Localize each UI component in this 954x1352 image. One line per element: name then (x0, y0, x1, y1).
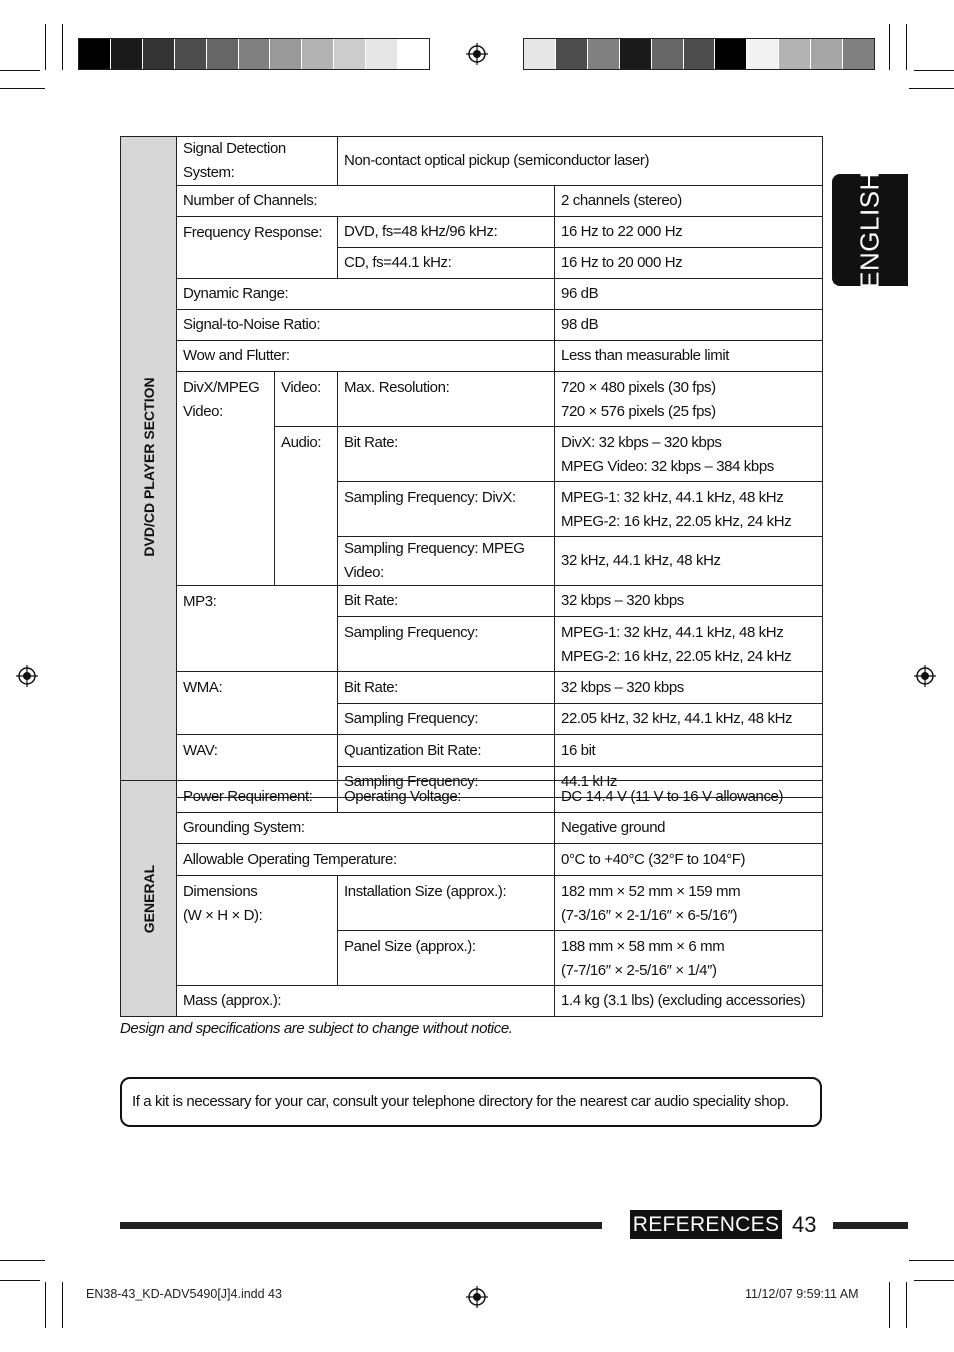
spec-value: 2 channels (stereo) (555, 186, 823, 217)
crop-mark (0, 88, 45, 89)
color-swatch (779, 39, 811, 69)
spec-value (555, 372, 823, 427)
spec-value: Less than measurable limit (555, 341, 823, 372)
spec-label: WAV: (177, 735, 338, 798)
color-swatch (398, 39, 429, 69)
color-calibration-bar-left (78, 38, 430, 70)
crop-mark (0, 70, 40, 71)
spec-value (555, 931, 823, 986)
color-swatch (620, 39, 652, 69)
color-swatch (239, 39, 271, 69)
spec-value: 0°C to +40°C (32°F to 104°F) (555, 844, 823, 876)
spec-label: Wow and Flutter: (177, 341, 555, 372)
page-number: 43 (792, 1212, 817, 1237)
spec-sublabel: Bit Rate: (338, 427, 555, 482)
spec-sublabel: Video: (275, 372, 338, 427)
color-swatch (270, 39, 302, 69)
print-timestamp: 11/12/07 9:59:11 AM (745, 1287, 859, 1301)
crop-mark (45, 1282, 46, 1328)
spec-value-line: DivX: 32 kbps – 320 kbps (561, 434, 722, 451)
spec-value-line: (7-3/16″ × 2-1/16″ × 6-5/16″) (561, 907, 738, 924)
spec-value (555, 876, 823, 931)
crop-mark (914, 70, 954, 71)
dvd-cd-spec-table (120, 136, 823, 798)
section-label: REFERENCES (630, 1210, 782, 1239)
color-swatch (175, 39, 207, 69)
crop-mark (45, 24, 46, 70)
spec-sublabel: Operating Voltage: (338, 781, 555, 813)
color-swatch (588, 39, 620, 69)
spec-value (555, 427, 823, 482)
color-swatch (334, 39, 366, 69)
general-spec-table (120, 780, 823, 1017)
spec-label-line: Video: (183, 403, 223, 420)
color-swatch (715, 39, 747, 69)
spec-value-line: 720 × 480 pixels (30 fps) (561, 379, 716, 396)
spec-sublabel: Panel Size (approx.): (338, 931, 555, 986)
color-swatch (524, 39, 556, 69)
crop-mark (906, 1282, 907, 1328)
installation-notice-text: If a kit is necessary for your car, consult your telephone directory for the nearest car audio speciality shop. (132, 1093, 789, 1110)
spec-value-line: (7-7/16″ × 2-5/16″ × 1/4″) (561, 962, 717, 979)
spec-value: 16 bit (555, 735, 823, 767)
spec-sublabel: Sampling Frequency: (338, 767, 555, 798)
crop-mark (914, 1280, 954, 1281)
color-swatch (843, 39, 874, 69)
crop-mark (909, 88, 954, 89)
spec-value: Negative ground (555, 813, 823, 844)
disclaimer-note: Design and specifications are subject to change without notice. (120, 1020, 513, 1037)
color-swatch (79, 39, 111, 69)
spec-label: WMA: (177, 672, 338, 735)
spec-value: 96 dB (555, 279, 823, 310)
spec-sublabel: Sampling Frequency: MPEG Video: (338, 537, 555, 586)
color-swatch (556, 39, 588, 69)
registration-mark-icon (16, 665, 38, 687)
spec-value: 32 kbps – 320 kbps (555, 586, 823, 617)
spec-sublabel: DVD, fs=48 kHz/96 kHz: (338, 217, 555, 248)
spec-label: Dynamic Range: (177, 279, 555, 310)
spec-value-line: MPEG-1: 32 kHz, 44.1 kHz, 48 kHz (561, 624, 784, 641)
spec-sublabel: Audio: (275, 427, 338, 586)
installation-notice-box (120, 1077, 822, 1127)
crop-mark (909, 1260, 954, 1261)
color-swatch (366, 39, 398, 69)
color-swatch (207, 39, 239, 69)
spec-sublabel: Max. Resolution: (338, 372, 555, 427)
spec-label: Number of Channels: (177, 186, 555, 217)
file-info: EN38-43_KD-ADV5490[J]4.indd 43 (86, 1287, 282, 1301)
spec-label: MP3: (177, 586, 338, 672)
spec-sublabel: Sampling Frequency: (338, 617, 555, 672)
section-rule-right (833, 1222, 908, 1229)
spec-value-line: MPEG-2: 16 kHz, 22.05 kHz, 24 kHz (561, 513, 792, 530)
spec-value: 32 kbps – 320 kbps (555, 672, 823, 704)
spec-value: 22.05 kHz, 32 kHz, 44.1 kHz, 48 kHz (555, 704, 823, 735)
spec-sublabel: Sampling Frequency: (338, 704, 555, 735)
color-swatch (143, 39, 175, 69)
spec-value: 16 Hz to 20 000 Hz (555, 248, 823, 279)
crop-mark (906, 24, 907, 70)
registration-mark-icon (914, 665, 936, 687)
spec-value-line: 188 mm × 58 mm × 6 mm (561, 938, 725, 955)
language-tab (832, 171, 908, 289)
spec-label-line: DivX/MPEG (183, 379, 260, 396)
crop-mark (0, 1260, 45, 1261)
color-swatch (652, 39, 684, 69)
spec-value: 32 kHz, 44.1 kHz, 48 kHz (555, 537, 823, 586)
crop-mark (0, 1280, 40, 1281)
spec-value: 16 Hz to 22 000 Hz (555, 217, 823, 248)
spec-value: 1.4 kg (3.1 lbs) (excluding accessories) (555, 986, 823, 1017)
crop-mark (62, 24, 63, 70)
spec-value: DC 14.4 V (11 V to 16 V allowance) (555, 781, 823, 813)
spec-sublabel: Installation Size (approx.): (338, 876, 555, 931)
color-swatch (302, 39, 334, 69)
color-swatch (684, 39, 716, 69)
section-rule-left (120, 1222, 602, 1229)
spec-label: Frequency Response: (177, 217, 338, 279)
spec-label: Signal Detection System: (177, 137, 338, 186)
color-swatch (747, 39, 779, 69)
spec-label: Allowable Operating Temperature: (177, 844, 555, 876)
spec-label-line: Dimensions (183, 883, 258, 900)
spec-label: Mass (approx.): (177, 986, 555, 1017)
spec-label-line: (W × H × D): (183, 907, 263, 924)
section-heading: DVD/CD PLAYER SECTION (121, 137, 177, 798)
spec-label: Signal-to-Noise Ratio: (177, 310, 555, 341)
color-swatch (811, 39, 843, 69)
registration-mark-icon (466, 43, 488, 65)
spec-sublabel: Sampling Frequency: DivX: (338, 482, 555, 537)
spec-value: 44.1 kHz (555, 767, 823, 798)
crop-mark (889, 1282, 890, 1328)
spec-sublabel: Quantization Bit Rate: (338, 735, 555, 767)
spec-sublabel: Bit Rate: (338, 586, 555, 617)
section-heading: GENERAL (121, 781, 177, 1017)
color-swatch (111, 39, 143, 69)
spec-sublabel: CD, fs=44.1 kHz: (338, 248, 555, 279)
color-calibration-bar-right (523, 38, 875, 70)
language-tab-label: ENGLISH (854, 171, 885, 289)
spec-value: 98 dB (555, 310, 823, 341)
spec-sublabel: Bit Rate: (338, 672, 555, 704)
spec-value-line: 720 × 576 pixels (25 fps) (561, 403, 716, 420)
registration-mark-icon (466, 1286, 488, 1308)
spec-value-line: MPEG Video: 32 kbps – 384 kbps (561, 458, 774, 475)
spec-value (555, 617, 823, 672)
spec-value-line: MPEG-2: 16 kHz, 22.05 kHz, 24 kHz (561, 648, 792, 665)
crop-mark (62, 1282, 63, 1328)
spec-value-line: 182 mm × 52 mm × 159 mm (561, 883, 741, 900)
spec-label (177, 372, 275, 586)
spec-label: Power Requirement: (177, 781, 338, 813)
spec-value (555, 482, 823, 537)
spec-value-line: MPEG-1: 32 kHz, 44.1 kHz, 48 kHz (561, 489, 784, 506)
spec-value: Non-contact optical pickup (semiconductor laser) (338, 137, 823, 186)
spec-label (177, 876, 338, 986)
crop-mark (889, 24, 890, 70)
spec-label: Grounding System: (177, 813, 555, 844)
